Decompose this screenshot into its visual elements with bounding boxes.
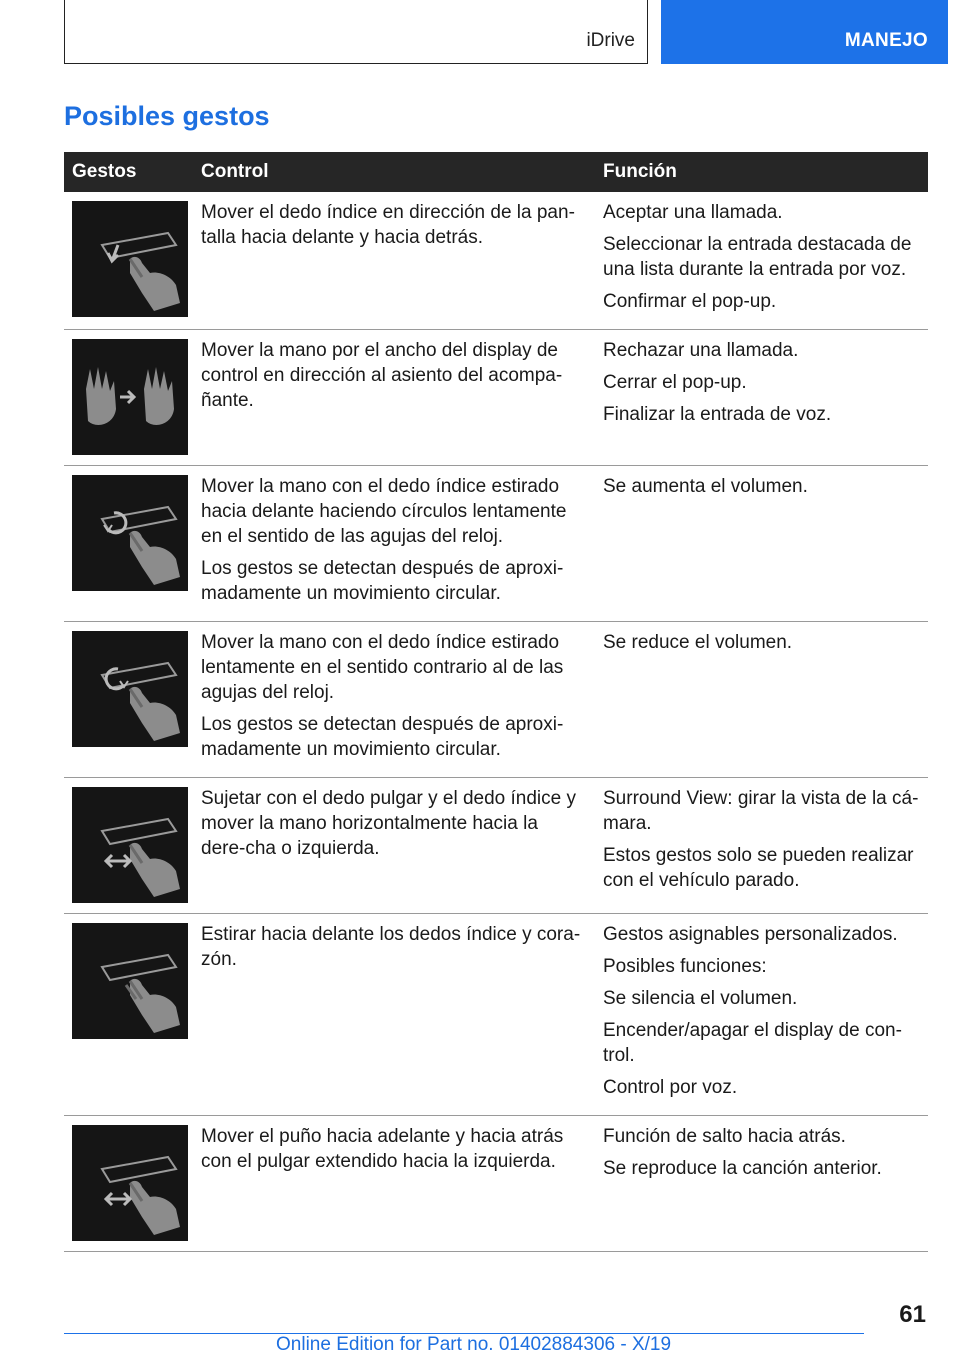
control-cell xyxy=(192,1116,594,1251)
control-text: Los gestos se detectan después de aproxi-madamente un movimiento circular. xyxy=(201,714,564,760)
function-text: Confirmar el pop-up. xyxy=(603,291,777,312)
column-header-gestos: Gestos xyxy=(72,161,137,182)
gesture-cell xyxy=(64,192,192,329)
column-header-funcion: Función xyxy=(603,161,677,182)
circle-counterclockwise-icon xyxy=(72,631,192,747)
function-text: Cerrar el pop-up. xyxy=(603,372,747,393)
header-chapter-label: MANEJO xyxy=(844,30,928,51)
function-cell xyxy=(594,914,928,1115)
header-section-tab xyxy=(64,0,648,64)
gesture-cell xyxy=(64,622,192,777)
fist-thumb-left-icon xyxy=(72,1125,192,1241)
table-row xyxy=(64,192,928,330)
function-text: Finalizar la entrada de voz. xyxy=(603,404,832,425)
function-cell xyxy=(594,330,928,465)
page-number: 61 xyxy=(899,1301,926,1328)
gesture-cell xyxy=(64,330,192,465)
control-text: Mover el dedo índice en dirección de la pan-talla hacia delante y hacia detrás. xyxy=(201,202,575,248)
gesture-cell xyxy=(64,1116,192,1251)
function-text: Surround View: girar la vista de la cá-mara. xyxy=(603,788,919,834)
function-cell xyxy=(594,1116,928,1251)
function-cell xyxy=(594,622,928,777)
control-cell xyxy=(192,466,594,621)
control-cell xyxy=(192,914,594,1115)
function-text: Gestos asignables personalizados. xyxy=(603,924,898,945)
gesture-cell xyxy=(64,778,192,913)
control-text: Mover la mano con el dedo índice estirado hacia delante haciendo círculos lentamente en el sentido de las agujas del reloj. xyxy=(201,476,567,547)
function-text: Posibles funciones: xyxy=(603,956,767,977)
function-text: Se reduce el volumen. xyxy=(603,632,793,653)
function-text: Seleccionar la entrada destacada de una lista durante la entrada por voz. xyxy=(603,234,912,280)
column-header-control: Control xyxy=(201,161,269,182)
control-text: Mover la mano con el dedo índice estirado lentamente en el sentido contrario al de las agujas del reloj. xyxy=(201,632,564,703)
hand-swipe-right-icon xyxy=(72,339,192,455)
gesture-cell xyxy=(64,466,192,621)
header-section-label: iDrive xyxy=(586,30,635,51)
gestures-table xyxy=(64,152,928,1252)
function-cell xyxy=(594,466,928,621)
control-cell xyxy=(192,778,594,913)
circle-clockwise-icon xyxy=(72,475,192,591)
control-cell xyxy=(192,622,594,777)
table-row xyxy=(64,1116,928,1252)
table-row xyxy=(64,622,928,778)
footer-edition: Online Edition for Part no. 01402884306 - X/19 xyxy=(276,1334,672,1355)
control-cell xyxy=(192,330,594,465)
table-row xyxy=(64,778,928,914)
function-text: Se silencia el volumen. xyxy=(603,988,798,1009)
function-text: Rechazar una llamada. xyxy=(603,340,799,361)
control-text: Mover el puño hacia adelante y hacia atrás con el pulgar extendido hacia la izquierda. xyxy=(201,1126,564,1172)
table-row xyxy=(64,466,928,622)
function-text: Función de salto hacia atrás. xyxy=(603,1126,846,1147)
table-row xyxy=(64,330,928,466)
gesture-cell xyxy=(64,914,192,1115)
two-finger-point-icon xyxy=(72,923,192,1039)
function-text: Encender/apagar el display de con-trol. xyxy=(603,1020,902,1066)
header-chapter-tab xyxy=(661,0,948,64)
function-cell xyxy=(594,192,928,329)
function-text: Aceptar una llamada. xyxy=(603,202,783,223)
control-cell xyxy=(192,192,594,329)
table-row xyxy=(64,914,928,1116)
pinch-move-horizontal-icon xyxy=(72,787,192,903)
function-text: Control por voz. xyxy=(603,1077,738,1098)
swipe-forward-back-icon xyxy=(72,201,192,317)
function-text: Estos gestos solo se pueden realizar con el vehículo parado. xyxy=(603,845,914,891)
control-text: Estirar hacia delante los dedos índice y cora-zón. xyxy=(201,924,581,970)
control-text: Los gestos se detectan después de aproxi-madamente un movimiento circular. xyxy=(201,558,564,604)
function-text: Se aumenta el volumen. xyxy=(603,476,808,497)
function-cell xyxy=(594,778,928,913)
function-text: Se reproduce la canción anterior. xyxy=(603,1158,882,1179)
control-text: Sujetar con el dedo pulgar y el dedo índice y mover la mano horizontalmente hacia la dere-cha o izquierda. xyxy=(201,788,576,859)
control-text: Mover la mano por el ancho del display de control en dirección al asiento del acompa-ñante. xyxy=(201,340,563,411)
table-header xyxy=(64,152,928,192)
page-title: Posibles gestos xyxy=(64,101,270,131)
